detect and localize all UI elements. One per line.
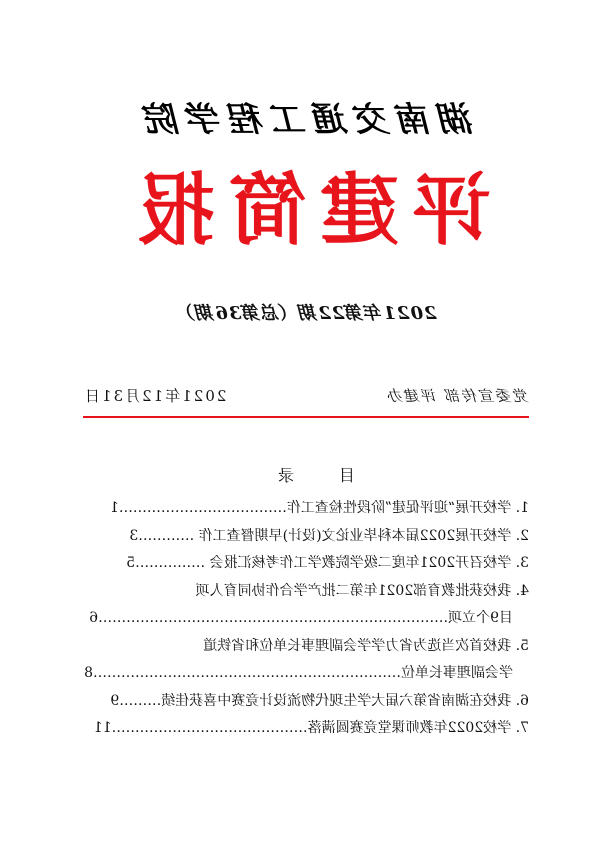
- red-divider: [83, 416, 529, 418]
- publish-date: 2021年12月31日: [83, 387, 227, 405]
- meta-row: [83, 385, 529, 409]
- toc-item-5[interactable]: 5. 我校首次当选为省力学学会副理事长单位和省铁道: [203, 637, 529, 654]
- toc-item-6[interactable]: 6. 我校在湖南省第六届大学生现代物流设计竞赛中喜获佳绩………9: [110, 692, 529, 709]
- toc-item-4[interactable]: 4. 我校获批教育部2021年第二批产学合作协同育人项: [195, 582, 529, 599]
- toc-item-7[interactable]: 7. 学校2022年教师课堂竞赛圆满落……………………………………11: [93, 720, 529, 736]
- journal-title: 评建简报: [122, 165, 491, 256]
- toc-item-5-cont[interactable]: 学会副理事长单位…………………………………………………………8: [84, 665, 513, 681]
- issue-number: 2021年第22期（总第36期）: [176, 303, 437, 324]
- toc-item-3[interactable]: 3. 学校召开2021年度二级学院教学工作考核汇报会 ……………5: [126, 555, 529, 571]
- toc-item-2[interactable]: 2. 学校开展2022届本科毕业论文(设计)早期督查工作 …………3: [129, 527, 529, 544]
- school-name: 湖南交通工程学院: [138, 100, 475, 140]
- toc-item-4-cont[interactable]: 目9个立项…………………………………………………………………6: [89, 610, 513, 626]
- toc-item-1[interactable]: 1. 学校开展“迎评促建”阶段性检查工作………………………………1: [109, 500, 529, 516]
- publisher: 党委宣传部 评建办: [386, 387, 529, 405]
- toc-title: 目 录: [257, 466, 356, 485]
- table-of-contents: [83, 495, 529, 743]
